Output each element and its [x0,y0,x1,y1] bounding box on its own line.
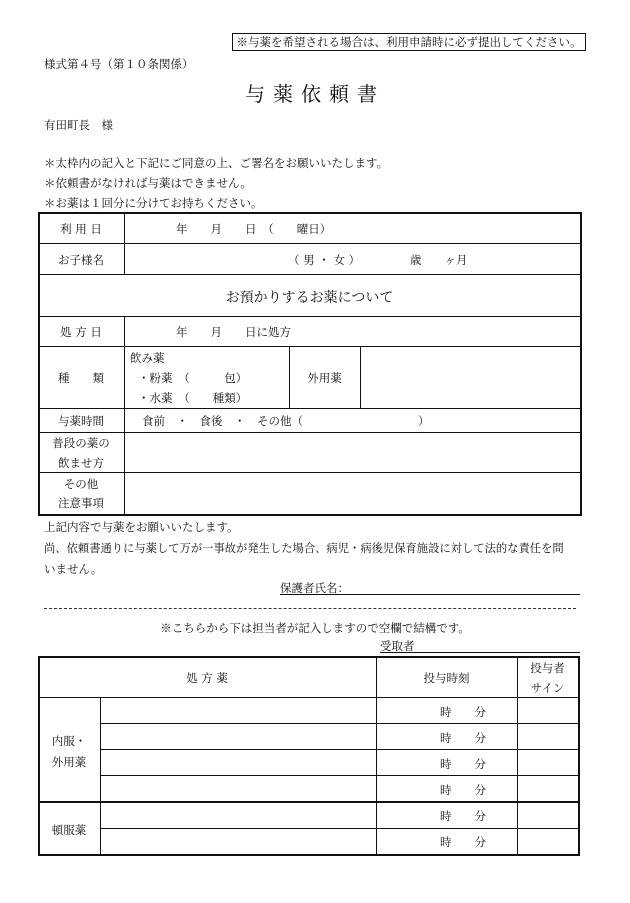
time-cell[interactable]: 時 分 [440,705,486,719]
guardian-signature-line[interactable] [280,594,580,595]
other-label-1: その他 [63,477,99,491]
liquid-field[interactable]: ・水薬 （ 種類） [138,391,248,405]
child-name-label: お子様名 [58,253,104,267]
consent-line-1: 上記内容で与薬をお願いいたします。 [44,520,239,534]
addressee: 有田町長 様 [44,118,113,132]
external-label: 外用薬 [307,371,342,385]
usual-label-2: 飲ませ方 [58,456,104,470]
prescription-date-label: 処 方 日 [60,325,102,339]
col-medicine-header: 処 方 薬 [186,671,228,685]
powder-field[interactable]: ・粉薬 （ 包） [138,371,248,385]
other-notes-field[interactable] [126,474,578,512]
col-sign-header-1: 投与者 [530,661,565,675]
other-label-2: 注意事項 [58,496,104,510]
guardian-name-label: 保護者氏名： [280,581,349,595]
page-title: 与薬依頼書 [245,82,385,106]
col-sign-header-2: サイン [530,681,565,695]
time-cell[interactable]: 時 分 [440,757,486,771]
time-cell[interactable]: 時 分 [440,783,486,797]
section-title: お預かりするお薬について [225,290,394,306]
note-line-2: ＊依頼書がなければ与薬はできません。 [44,176,252,190]
group-internal-label-2: 外用薬 [51,755,87,769]
note-line-3: ＊お薬は１回分に分けてお持ちください。 [44,196,263,210]
form-number: 様式第４号（第１０条関係） [44,57,194,71]
kind-label: 種 類 [58,371,104,385]
child-sex-field[interactable]: （ 男 ・ 女 ） [288,253,361,267]
col-time-header: 投与時刻 [423,671,470,685]
staff-note: ※こちらから下は担当者が記入しますので空欄で結構です。 [160,621,470,635]
group-prn-label: 頓服薬 [51,823,87,837]
child-age-field[interactable]: 歳 ヶ月 [410,253,468,267]
consent-line-2: 尚、依頼書通りに与薬して万が一事故が発生した場合、病児・病後児保育施設に対して法的な責任を問 [44,542,564,555]
time-cell[interactable]: 時 分 [440,835,486,849]
use-date-label: 利 用 日 [60,222,102,236]
time-cell[interactable]: 時 分 [440,809,486,823]
oral-heading: 飲み薬 [130,351,165,365]
receiver-label: 受取者 [380,639,415,653]
time-cell[interactable]: 時 分 [440,731,486,745]
consent-line-3: いません。 [44,562,103,576]
timing-field[interactable]: 食前 ・ 食後 ・ その他（ ） [142,414,430,428]
note-line-1: ＊太枠内の記入と下記にご同意の上、ご署名をお願いいたします。 [44,156,389,170]
usual-method-field[interactable] [126,434,578,471]
timing-label: 与薬時間 [58,414,104,428]
usual-label-1: 普段の薬の [52,436,110,450]
use-date-field[interactable]: 年 月 日 （ 曜日） [176,222,332,236]
receiver-signature-line[interactable] [380,652,580,653]
top-note: ※与薬を希望される場合は、利用申請時に必ず提出してください。 [232,33,586,51]
external-field[interactable] [362,350,578,404]
prescription-date-field[interactable]: 年 月 日に処方 [176,325,291,339]
group-internal-label-1: 内服・ [51,734,87,748]
cut-line [44,608,576,609]
